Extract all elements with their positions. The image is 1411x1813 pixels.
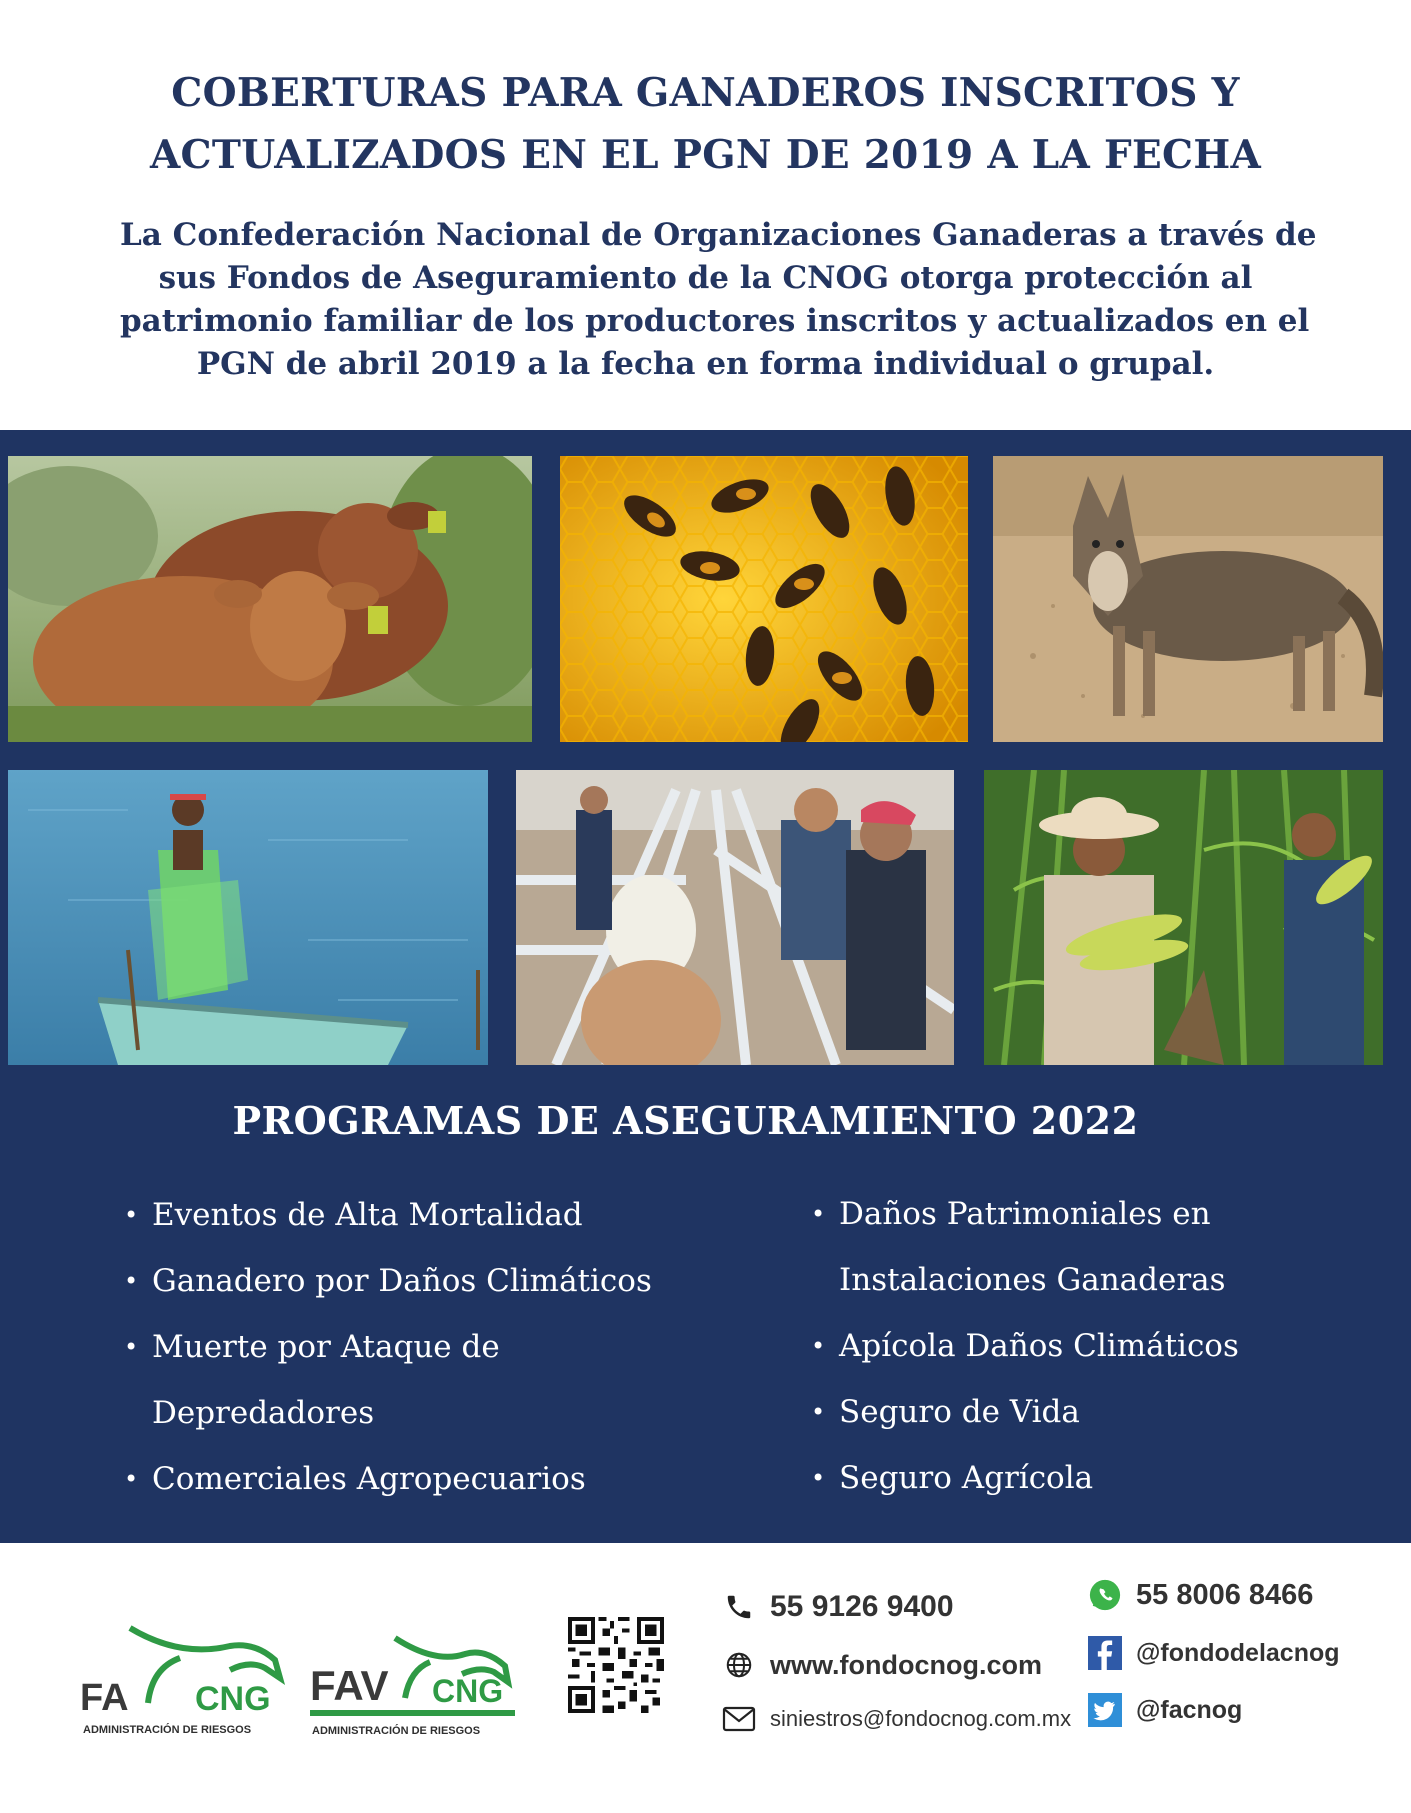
photo-coyote bbox=[993, 456, 1383, 742]
facebook-handle[interactable]: @fondodelacnog bbox=[1136, 1638, 1340, 1667]
title-line-1: COBERTURAS PARA GANADEROS INSCRITOS Y bbox=[171, 70, 1240, 116]
phone-number: 55 9126 9400 bbox=[770, 1590, 954, 1623]
website-contact[interactable] bbox=[722, 1648, 1042, 1682]
twitter-contact[interactable] bbox=[1088, 1693, 1242, 1727]
list-item bbox=[811, 1379, 1239, 1445]
email-link[interactable]: siniestros@fondocnog.com.mx bbox=[770, 1706, 1072, 1731]
bullet: • bbox=[124, 1201, 139, 1229]
facng-logo bbox=[80, 1618, 290, 1738]
program-label: Apícola Daños Climáticos bbox=[839, 1328, 1239, 1364]
photo-fisherman bbox=[8, 770, 488, 1065]
bullet: • bbox=[124, 1333, 139, 1361]
list-item bbox=[811, 1313, 1239, 1379]
program-label: Seguro de Vida bbox=[839, 1394, 1080, 1430]
qr-code[interactable] bbox=[568, 1617, 664, 1713]
bullet: • bbox=[811, 1200, 826, 1228]
facebook-icon bbox=[1088, 1636, 1122, 1670]
list-item bbox=[124, 1248, 652, 1314]
logo-prefix: FA bbox=[80, 1677, 129, 1719]
programs-title: PROGRAMAS DE ASEGURAMIENTO 2022 bbox=[232, 1098, 1139, 1143]
bullet: • bbox=[811, 1398, 826, 1426]
logo-subtitle: ADMINISTRACIÓN DE RIESGOS bbox=[312, 1725, 481, 1737]
program-label: Seguro Agrícola bbox=[839, 1460, 1094, 1496]
list-item bbox=[124, 1182, 652, 1248]
twitter-handle[interactable]: @facnog bbox=[1136, 1695, 1243, 1724]
photo-sheep-corral bbox=[516, 770, 954, 1065]
globe-icon bbox=[722, 1648, 756, 1682]
list-item bbox=[811, 1445, 1239, 1511]
title-line-2: ACTUALIZADOS EN EL PGN DE 2019 A LA FECHA bbox=[149, 132, 1262, 178]
list-item bbox=[811, 1181, 1239, 1313]
intro-line-3: patrimonio familiar de los productores inscritos y actualizados en el bbox=[120, 303, 1310, 339]
photo-corn-harvest bbox=[984, 770, 1383, 1065]
programs-list-right bbox=[811, 1181, 1239, 1511]
logo-subtitle: ADMINISTRACIÓN DE RIESGOS bbox=[83, 1724, 252, 1736]
logo-suffix: CNG bbox=[195, 1680, 271, 1718]
bullet: • bbox=[124, 1267, 139, 1295]
twitter-icon bbox=[1088, 1693, 1122, 1727]
mail-icon bbox=[722, 1702, 756, 1736]
program-label: Muerte por Ataque de bbox=[152, 1329, 500, 1365]
programs-list-left bbox=[124, 1182, 652, 1512]
photo-cattle bbox=[8, 456, 532, 742]
program-label-cont: Depredadores bbox=[152, 1395, 375, 1431]
phone-contact[interactable] bbox=[722, 1590, 954, 1624]
list-item bbox=[124, 1446, 652, 1512]
program-label: Eventos de Alta Mortalidad bbox=[152, 1197, 583, 1233]
program-label: Ganadero por Daños Climáticos bbox=[152, 1263, 652, 1299]
intro-line-4: PGN de abril 2019 a la fecha en forma individual o grupal. bbox=[196, 346, 1215, 382]
logo-prefix: FAV bbox=[310, 1662, 389, 1709]
whatsapp-contact[interactable] bbox=[1088, 1578, 1313, 1612]
program-label: Comerciales Agropecuarios bbox=[152, 1461, 586, 1497]
intro-line-2: sus Fondos de Aseguramiento de la CNOG otorga protección al bbox=[158, 260, 1253, 296]
intro-line-1: La Confederación Nacional de Organizaciones Ganaderas a través de bbox=[120, 217, 1317, 253]
website-link[interactable]: www.fondocnog.com bbox=[770, 1649, 1042, 1680]
photo-bees bbox=[560, 456, 968, 742]
program-label-cont: Instalaciones Ganaderas bbox=[839, 1262, 1226, 1298]
whatsapp-icon bbox=[1088, 1578, 1122, 1612]
bullet: • bbox=[811, 1464, 826, 1492]
program-label: Daños Patrimoniales en bbox=[839, 1196, 1211, 1232]
whatsapp-number: 55 8006 8466 bbox=[1136, 1578, 1314, 1611]
bullet: • bbox=[124, 1465, 139, 1493]
phone-icon bbox=[722, 1590, 756, 1624]
page-title bbox=[0, 62, 1411, 186]
bullet: • bbox=[811, 1332, 826, 1360]
intro-paragraph bbox=[120, 214, 1317, 386]
favcng-logo bbox=[310, 1626, 520, 1738]
facebook-contact[interactable] bbox=[1088, 1636, 1340, 1670]
email-contact[interactable] bbox=[722, 1702, 1071, 1736]
logo-suffix: CNG bbox=[432, 1673, 504, 1709]
list-item bbox=[124, 1314, 652, 1446]
